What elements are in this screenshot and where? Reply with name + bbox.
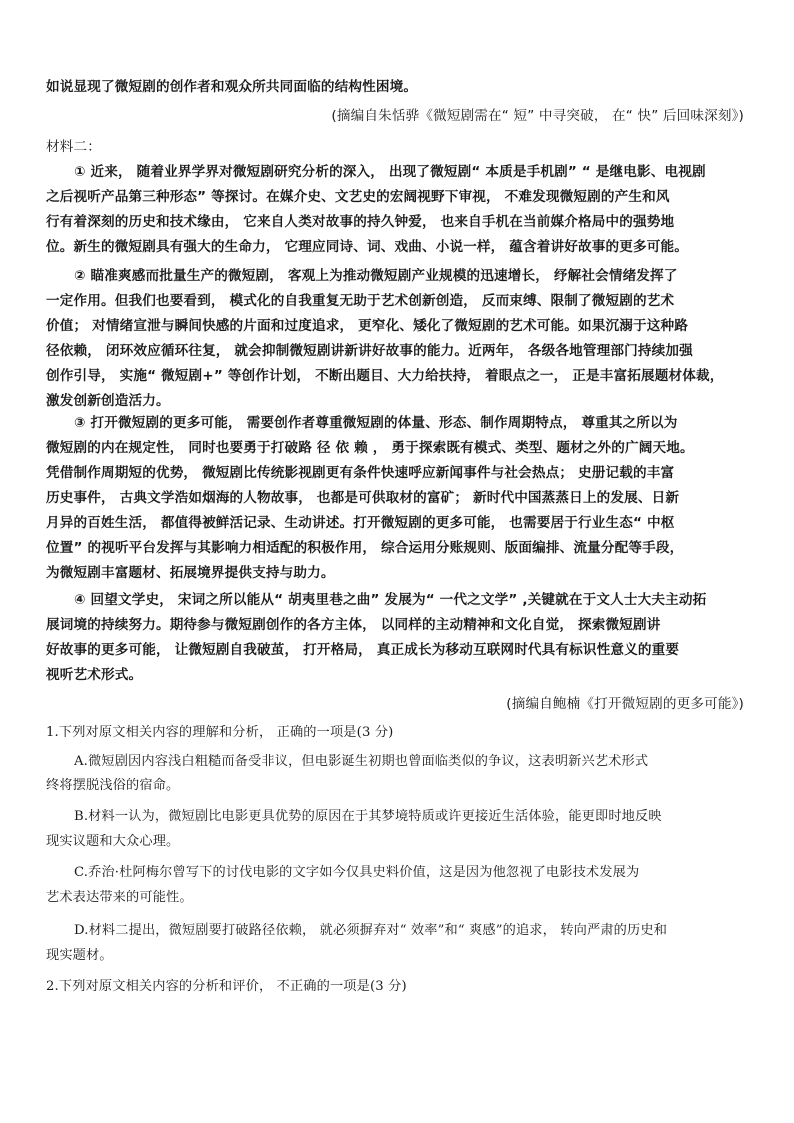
paragraph3-line: ③ 打开微短剧的更多可能， 需要创作者尊重微短剧的体量、形态、制作周期特点， 尊重其之所以为: [74, 415, 678, 431]
paragraph2-line: 创作引导， 实施“ 微短剧+” 等创作计划， 不断出题目、大力给扶持， 着眼点之一， 正是丰富拓展题材体裁，: [46, 368, 724, 384]
paragraph2-line: 价值； 对情绪宣泄与瞬间快感的片面和过度追求， 更窄化、矮化了微短剧的艺术可能。如果沉溺于这种路: [46, 318, 688, 334]
paragraph2-line: ② 瞄准爽感而批量生产的微短剧， 客观上为推动微短剧产业规模的迅速增长， 纾解社会情绪发挥了: [74, 268, 678, 284]
paragraph1-line: 位。新生的微短剧具有强大的生命力， 它理应同诗、词、戏曲、小说一样， 蕴含着讲好故事的更多可能。: [46, 239, 688, 255]
q1-option-b-cont: 现实议题和大众心理。: [46, 834, 180, 849]
paragraph2-line: 一定作用。但我们也要看到， 模式化的自我重复无助于艺术创新创造， 反而束缚、限制了微短剧的艺术: [46, 293, 675, 309]
paragraph4-line: ④ 回望文学史， 宋词之所以能从“ 胡夷里巷之曲” 发展为“ 一代之文学” ,关键就在于文人士大夫主动拓: [74, 592, 707, 608]
q1-option-a-cont: 终将摆脱浅俗的宿命。: [46, 778, 180, 793]
q1-option-c: C.乔治·杜阿梅尔曾写下的讨伐电影的文字如今仅具史料价值，这是因为他忽视了电影技术发展为: [74, 865, 640, 880]
paragraph3-line: 为微短剧丰富题材、拓展境界提供支持与助力。: [46, 565, 335, 581]
q1-option-d: D.材料二提出，微短剧要打破路径依赖， 就必须摒弃对“ 效率”和“ 爽感”的追求， 转向严肃的历史和: [74, 923, 668, 938]
question1-stem: 1.下列对原文相关内容的理解和分析， 正确的一项是(3 分): [46, 725, 394, 740]
paragraph1-line: 之后视听产品第三种形态” 等探讨。在媒介史、文艺史的宏阔视野下审视， 不难发现微短剧的产生和风: [46, 189, 670, 205]
paragraph3-line: 微短剧的内在规定性， 同时也要勇于打破路 径 依 赖 ， 勇于探索既有模式、类型、题材之外的广阔天地。: [46, 440, 694, 456]
paragraph1-line: 行有着深刻的历史和技术缘由， 它来自人类对故事的持久钟爱， 也来自手机在当前媒介格局中的强势地: [46, 214, 675, 230]
paragraph4-line: 展词境的持续努力。期待参与微短剧创作的各方主体， 以同样的主动精神和文化自觉， 探索微短剧讲: [46, 617, 661, 633]
paragraph2-line: 激发创新创造活力。: [46, 393, 170, 409]
paragraph3-line: 位置” 的视听平台发挥与其影响力相适配的积极作用， 综合运用分账规则、版面编排、流量分配等手段，: [46, 540, 684, 556]
paragraph4-line: 好故事的更多可能， 让微短剧自我破茧， 打开格局， 真正成长为移动互联网时代具有标识性意义的重要: [46, 642, 680, 658]
source-citation-1: (摘编自朱恬骅《微短剧需在“ 短” 中寻突破， 在“ 快” 后回味深刻》): [331, 108, 744, 124]
paragraph3-line: 历史事件， 古典文学浩如烟海的人物故事， 也都是可供取材的富矿； 新时代中国蒸蒸日上的发展、日新: [46, 490, 680, 506]
question2-stem: 2.下列对原文相关内容的分析和评价， 不正确的一项是(3 分): [46, 979, 407, 994]
q1-option-d-cont: 现实题材。: [46, 948, 113, 963]
q1-option-c-cont: 艺术表达带来的可能性。: [46, 890, 193, 905]
material2-heading: 材料二：: [46, 139, 101, 155]
paragraph4-line: 视听艺术形式。: [46, 667, 143, 683]
paragraph1-line: ① 近来， 随着业界学界对微短剧研究分析的深入， 出现了微短剧“ 本质是手机剧” “ 是继电影、电视剧: [74, 164, 706, 180]
paragraph3-line: 凭借制作周期短的优势， 微短剧比传统影视剧更有条件快速呼应新闻事件与社会热点； 史册记载的丰富: [46, 465, 675, 481]
top-paragraph-line: 如说显现了微短剧的创作者和观众所共同面临的结构性困境。: [46, 79, 418, 95]
paragraph3-line: 月异的百姓生活， 都值得被鲜活记录、生动讲述。打开微短剧的更多可能， 也需要居于行业生态“ 中枢: [46, 515, 675, 531]
paragraph2-line: 径依赖， 闭环效应循环往复， 就会抑制微短剧讲新讲好故事的能力。近两年， 各级各地管理部门持续加强: [46, 343, 693, 359]
source-citation-2: (摘编自鲍楠《打开微短剧的更多可能》): [506, 696, 744, 712]
q1-option-b: B.材料一认为，微短剧比电影更具优势的原因在于其梦境特质或许更接近生活体验，能更即时地反映: [74, 809, 662, 824]
q1-option-a: A.微短剧因内容浅白粗糙而备受非议，但电影诞生初期也曾面临类似的争议，这表明新兴艺术形式: [74, 754, 649, 769]
